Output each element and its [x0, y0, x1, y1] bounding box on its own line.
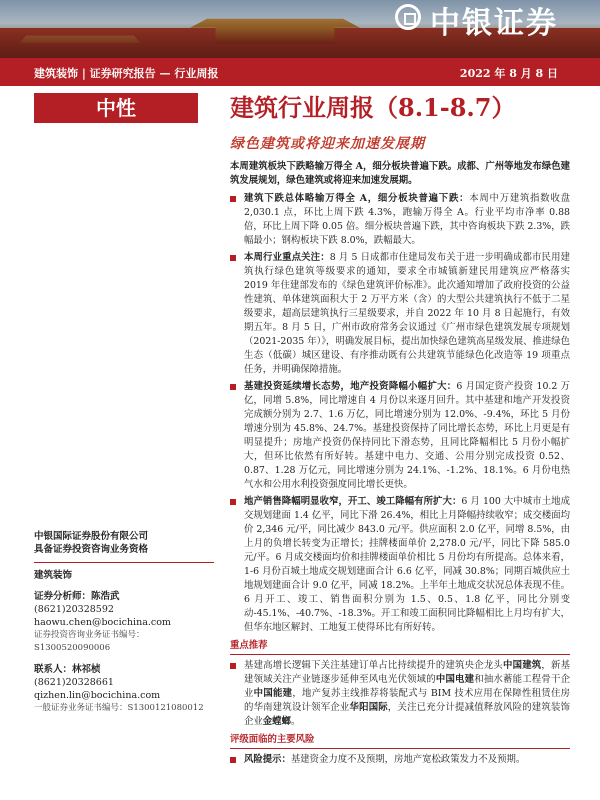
company-name: 华阳国际 [349, 702, 388, 713]
analyst-email[interactable]: haowu.chen@bocichina.com [34, 617, 171, 628]
section-heading-risk: 评级面临的主要风险 [230, 733, 570, 749]
company-name: 中国建筑 [503, 660, 542, 671]
rec-text: ，地产复苏主线推荐将装配式与 BIM 技术应用在保障性租赁住房的华南建筑设计领军企业 [244, 688, 570, 713]
rec-text: ，新基建领域关注产业链逐步延伸至风电光伏领域的 [244, 660, 570, 685]
bullet-item [230, 495, 570, 635]
bullet-heading: 建筑下跌总体略输万得全 A，细分板块普遍下跌： [244, 193, 470, 204]
lead-summary: 本周建筑板块下跌略输万得全 A，细分板块普遍下跌。成都、广州等地发布绿色建筑发展规划，绿色建筑或将迎来加速发展期。 [230, 161, 570, 186]
sector-label: 建筑装饰 [34, 570, 73, 581]
bullet-text: 6 月 100 大中城市土地成交规划建面 1.4 亿平，同比下滑 26.4%，相比上月降幅持续收窄；成交楼面均价 2,346 元/平，同比减少 843.0 元/平。供应面积 2.0 亿平，同增 8.5%，由上月的负增长转变为正增长；挂牌楼面单价 2,278.0 元/平，同比下降 585.0 元/平。6 月成交楼面均价和挂牌楼面单价相比 5 月份均有所提高。总体来看，1-6 月份百城土地成交规划建面合计 6.6 亿平，同减 30.8%；同期百城供应土地规划建面合计 9.0 亿平，同减 18.2%。上半年土地成交状况总体表现不佳。6 月开工、竣工、销售面积分别为 1.5、0.5、1.8 亿平，同比分别变动-45.1%、-40.7%、-18.3%。开工和竣工面积同比降幅相比上月均有扩大，但华东地区解封、工地复工使得环比有所好转。 [244, 496, 570, 633]
bullet-text: 基建资金力度不及预期，房地产宽松政策发力不及预期。 [290, 754, 526, 765]
bullet-item [230, 251, 570, 377]
analyst-phone: (8621)20328592 [34, 604, 114, 615]
company-name: 中国电建 [435, 674, 475, 685]
page-subtitle: 绿色建筑或将迎来加速发展期 [230, 136, 425, 152]
company-name: 中国能建 [253, 688, 293, 699]
bullet-item [230, 192, 570, 248]
divider [34, 562, 214, 563]
header-banner [0, 0, 600, 58]
bullet-heading: 地产销售降幅明显收窄，开工、竣工降幅有所扩大： [244, 496, 462, 507]
bullet-text: 8 月 5 日成都市住建局发布关于进一步明确成都市民用建筑执行绿色建筑等级要求的通知，要求全市城镇新建民用建筑应严格落实 2019 年住建部发布的《绿色建筑评价标准》。此次通知增加了政府投资的公益性建筑、单体建筑面积大于 2 万平方米（含）的大型公共建筑执行不低于二星级要求，超高层建筑执行三星级要求，并自 2022 年 10 月 8 日起施行，有效期五年。8 月 5 日，广州市政府常务会议通过《广州市绿色建筑发展专项规划（2021-2035 年）》，明确发展目标，提出加快绿色建筑高星级发展、推进绿色生态（低碳）城区建设、有序推动既有公共建筑节能绿色化改造等 19 项重点任务，并明确保障措施。 [244, 252, 570, 375]
bullet-square-icon [230, 663, 236, 669]
bullet-square-icon [230, 757, 236, 763]
analyst-cert: 证券投资咨询业务证书编号：S1300520090006 [34, 630, 145, 653]
risk-item [230, 753, 570, 767]
sub-header-bar [0, 58, 600, 86]
report-date: 2022 年 8 月 8 日 [459, 67, 558, 80]
bullet-square-icon [230, 384, 236, 390]
page-title: 建筑行业周报（8.1-8.7） [230, 93, 516, 122]
banner-palace-image [190, 8, 360, 44]
contact-name: 联系人：林祁桢 [34, 664, 101, 675]
rec-text: ，关注已充分计提减值释放风险的建筑装饰企业 [244, 702, 570, 727]
rec-text: 。 [290, 716, 301, 727]
contact-phone: (8621)20328661 [34, 677, 114, 688]
analyst-name: 证券分析师：陈浩武 [34, 591, 120, 602]
boc-logo-icon [395, 4, 421, 30]
bullet-square-icon [230, 499, 236, 505]
logo-text: 中银证券 [430, 6, 558, 41]
report-body [230, 160, 570, 770]
bullet-square-icon [230, 196, 236, 202]
company-name: 金螳螂 [262, 716, 291, 727]
recommendation-item [230, 659, 570, 729]
rec-text: 和抽水蓄能工程骨干企业 [244, 674, 570, 699]
bullet-heading: 基建投资延续增长态势，地产投资降幅小幅扩大： [244, 381, 457, 392]
rec-text: 基建高增长逻辑下关注基建订单占比持续提升的建筑央企龙头 [244, 660, 504, 671]
org-name: 中银国际证券股份有限公司 [34, 531, 149, 542]
bullet-text: 6 月国定资产投资 10.2 万亿，同增 5.8%，同比增速自 4 月份以来逐月回升。其中基建和地产开发投资完成额分别为 2.7、1.6 万亿，同比增速分别为 12.0%、-9.4%，环比 5 月份增速分别为 45.8%、24.7%。基建投资保持了同比增长态势，环比上月更是有明显提升；房地产投资仍保持同比下滑态势，且同比降幅相比 5 月份小幅扩大，但环比依然有所好转。基建中电力、交通、公用分别完成投资 0.52、0.87、1.28 万亿元，同比增速分别为 24.1%、-1.2%、18.1%。6 月份电热气水和公用水利投资强度同比增长更快。 [244, 381, 570, 490]
section-heading-recommendation: 重点推荐 [230, 639, 570, 655]
org-qualification: 具备证券投资咨询业务资格 [34, 544, 149, 555]
sidebar-info [34, 530, 214, 715]
bullet-heading: 风险提示： [244, 754, 291, 765]
contact-email[interactable]: qizhen.lin@bocichina.com [34, 690, 161, 701]
contact-cert: 一般证券业务证书编号：S1300121080012 [34, 703, 204, 713]
rating-badge: 中性 [34, 93, 198, 123]
bullet-heading: 本周行业重点关注： [244, 252, 330, 263]
breadcrumb: 建筑装饰 | 证券研究报告 — 行业周报 [34, 67, 219, 80]
bullet-square-icon [230, 255, 236, 261]
bullet-text: 本周中万建筑指数收盘 2,030.1 点，环比上周下跌 4.3%，跑输万得全 A。行业平均市净率 0.88 倍，环比上周下降 0.05 倍。细分板块普遍下跌，其中咨询板块下跌 2.3%，跌幅最小；钢构板块下跌 8.0%，跌幅最大。 [244, 193, 570, 246]
bullet-item [230, 380, 570, 492]
